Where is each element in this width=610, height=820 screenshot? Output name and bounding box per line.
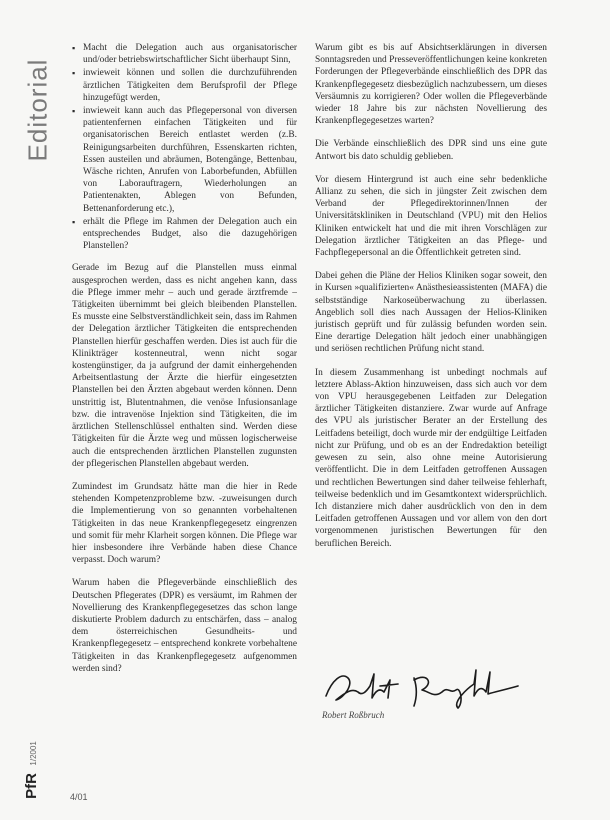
paragraph: Warum haben die Pflegeverbände einschließlich des Deutschen Pflegerates (DPR) es versäumt, im Rahmen der Novellierung des Krankenpflegegesetzes das schon lange diskutierte Problem dadurch zu entschärfen, dass – analog dem österreichischen Gesundheits- und Krankenpflegegesetz – entsprechend konkrete vorbehaltene Tätigkeiten in das Krankenpflegegesetz aufgenommen werden sind?	[72, 578, 297, 674]
footer-brand	[22, 735, 42, 805]
handwritten-signature	[318, 662, 528, 710]
paragraph: Vor diesem Hintergrund ist auch eine sehr bedenkliche Allianz zu sehen, die sich in jüngster Zeit zwischen dem Verband der Pflegedirektorinnen/Innen der Universitätskliniken in Deutschland (VPU) mit den Helios Kliniken entwickelt hat und die mit ihren Vorschlägen zur Delegation ärztlicher Tätigkeiten an das Pflege- und Fachpflegepersonal an die Öffentlichkeit getreten sind.	[315, 174, 547, 259]
page-number: 4/01	[70, 792, 88, 802]
paragraph: Zumindest im Grundsatz hätte man die hier in Rede stehenden Kompetenzprobleme bzw. -zuweisungen durch die Implementierung von so genannten vorbehaltenen Tätigkeiten in das neue Krankenpflegegesetz eingrenzen und somit für mehr Klarheit sorgen können. Die Pflege war hier insbesondere ihre Verbände haben diese Chance verpasst. Doch warum?	[72, 481, 297, 566]
list-item: ▪ inwieweit können und sollen die durchzuführenden ärztlichen Tätigkeiten dem Berufsprofil der Pflege hinzugefügt werden,	[72, 67, 297, 104]
list-item: ▪ inwieweit kann auch das Pflegepersonal von diversen patientenfernen einfachen Tätigkeiten und für organisatorischen Bereich entlastet werden (z.B. Reinigungsarbeiten durchführen, Essenskarten richten, Essen austeilen und abräumen, Botengänge, Bettenbau, Wäsche richten, Anrufen von Laborbefunden, Abfüllen von Laborauftragern, Wiederholungen an Patientenakten, Ablegen von Befunden, Bettenanforderung etc.),	[72, 105, 297, 215]
paragraph: In diesem Zusammenhang ist unbedingt nochmals auf letztere Ablass-Aktion hinzuweisen, dass sich auch vor dem von VPU herausgegebenen Leitfaden zur Delegation ärztlicher Tätigkeiten distanziere. Zwar wurde auf Anfrage des VPU als juristischer Berater an der Erstellung des Leitfadens beteiligt, doch wurde mir der endgültige Leitfaden nicht zur Prüfung, und ob es an der Endredaktion beteiligt gewesen zu sein, also ohne meine Autorisierung veröffentlicht. Die in dem Leitfaden getroffenen Aussagen und rechtlichen Bewertungen sind daher teilweise fehlerhaft, teilweise bedenklich und im Gesamtkontext widersprüchlich. Ich distanziere mich daher ausdrücklich von den in dem Leitfaden getroffenen Aussagen und vor allem von den dort vorgenommenen juristischen Bewertungen für den beruflichen Bereich.	[315, 367, 547, 549]
paragraph: Die Verbände einschließlich des DPR sind uns eine gute Antwort bis dato schuldig geblieben.	[315, 139, 547, 162]
section-title-text: Editorial	[22, 58, 53, 162]
question-list	[72, 42, 297, 252]
paragraph: Dabei gehen die Pläne der Helios Kliniken sogar soweit, den in Kursen »qualifizierten« Anästhesieassistenten (MAFA) die selbstständige Narkoseüberwachung zu überlassen. Angeblich soll dies nach Aussagen der Helios-Kliniken juristisch geprüft und für zulässig befunden worden sein. Eine derartige Delegation hält jedoch einer unabhängigen und seriösen rechtlichen Prüfung nicht stand.	[315, 271, 547, 355]
paragraph: Gerade im Bezug auf die Planstellen muss einmal ausgesprochen werden, dass es nicht angehen kann, dass die Pflege immer mehr – auch und gerade ärztfremde – Tätigkeiten übernimmt bei gleich bleibenden Planstellen. Es musste eine Selbstverständlichkeit sein, dass im Rahmen der Delegation ärztlicher Tätigkeiten die entsprechenden Planstellen hierfür geschaffen werden. Dies ist auch für die Klinikträger kostenneutral, wenn nicht sogar kostengünstiger, da ja aufgrund der damit einhergehenden Arbeitsentlastung der Ärzte die hierfür eingesetzten Planstellen bei den Ärzten abgebaut werden können. Denn unstrittig ist, Blutentnahmen, die venöse Infusionsanlage bzw. die intravenöse Injektion sind Tätigkeiten, die im ärztlichen Stellenschlüssel enthalten sind. Werden diese Tätigkeiten für die Ärzte weg und müssen logischerweise auch die entsprechenden ärztlichen Planstellen zugunsten der pflegerischen Planstellen abgebaut werden.	[72, 263, 297, 469]
signer-name: Robert Roßbruch	[322, 710, 385, 720]
section-title	[18, 40, 58, 180]
paragraph: Warum gibt es bis auf Absichtserklärungen in diversen Sonntagsreden und Presseveröffentlichungen keine konkreten Forderungen der Pflegeverbände einschließlich des DPR das Krankenpflegegesetz diesbezüglich nachzubessern, um dieses Versäumnis zu korrigieren? Oder wollen die Pflegeverbände wieder 18 Jahre bis zur nächsten Novellierung des Krankenpflegegesetzes warten?	[315, 43, 547, 127]
list-item: ▪ erhält die Pflege im Rahmen der Delegation auch ein entsprechendes Budget, also die dazugehörigen Planstellen?	[72, 216, 297, 253]
list-item: ▪ Macht die Delegation auch aus organisatorischer und/oder betriebswirtschaftlicher Sicht überhaupt Sinn,	[72, 42, 297, 66]
left-column	[72, 42, 297, 686]
brand-logo: PfR	[23, 773, 40, 799]
issue-label: 1/2001	[29, 741, 38, 766]
right-column	[315, 42, 547, 561]
